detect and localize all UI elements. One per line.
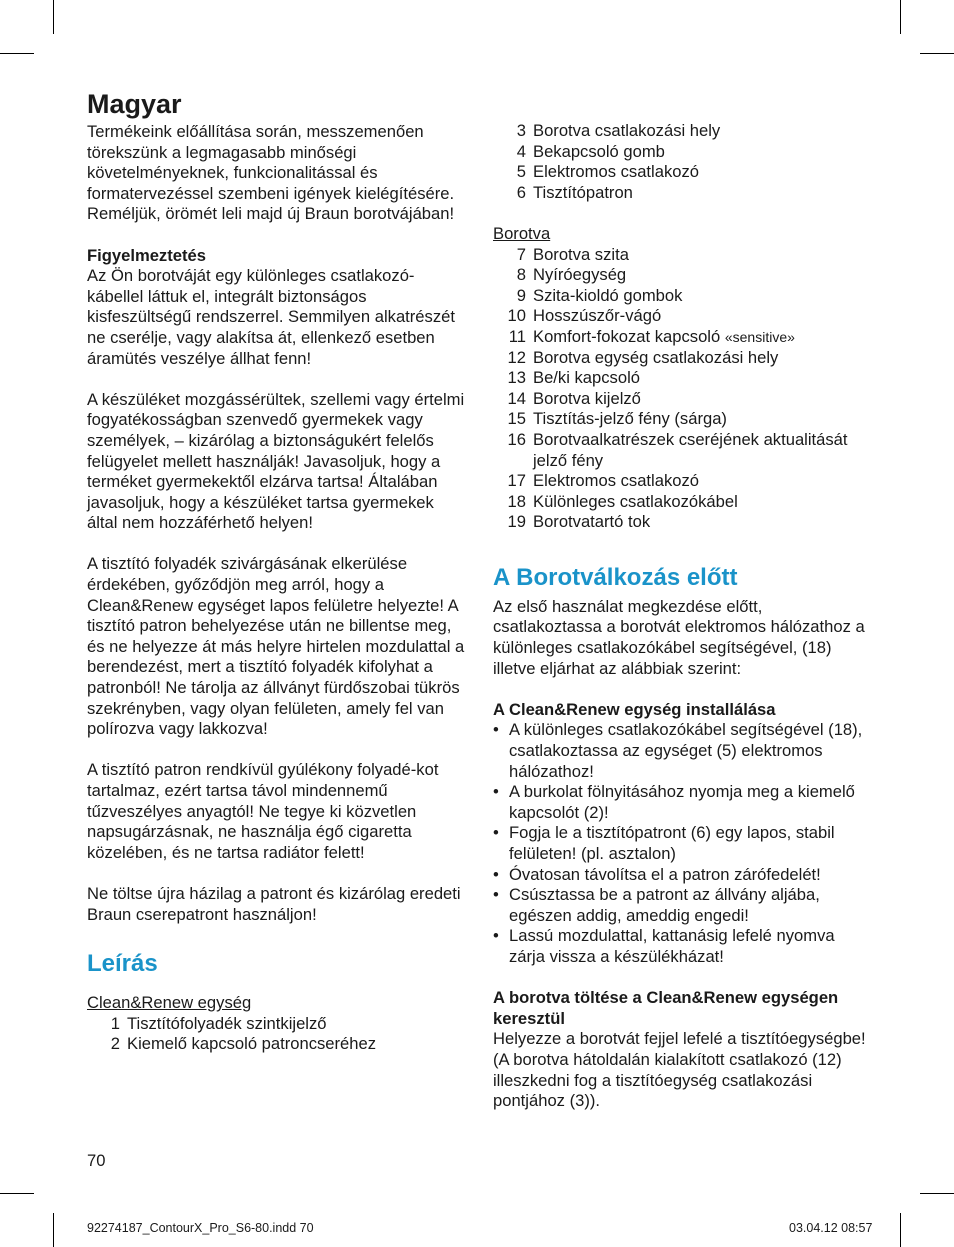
item-number: 6	[516, 182, 526, 202]
list-item	[493, 471, 873, 492]
warning-paragraph-5: Ne töltse újra házilag a patront és kizárólag eredeti Braun cserepatront használjon!	[87, 883, 461, 924]
warning-title: Figyelmeztetés	[87, 245, 206, 265]
item-text	[533, 327, 873, 348]
item-text: Tisztítás-jelző fény (sárga)	[533, 409, 727, 429]
list-item	[493, 885, 873, 926]
item-text: Borotvatartó tok	[533, 512, 651, 532]
item-text-suffix: «sensitive»	[724, 328, 795, 345]
crop-mark	[900, 0, 901, 34]
warning-paragraph-3: A tisztító folyadék szivárgásának elkerülése érdekében, győződjön meg arról, hogy a Clean&Renew egységet lapos felületre helyezte! A tisztító patron behelyezése után ne billentse meg, és ne helyezze át más helyre hirtelen mozdulattal a berendezést, mert a tisztító folyadék kifolyhat a patronból! Ne tárolja az állványt fürdőszobai tükrös szekrényben, vagy olyan felületen, amely fel van polírozva vagy lakkozva!	[87, 554, 465, 739]
crop-mark	[900, 1213, 901, 1247]
item-text-main: Komfort-fokozat kapcsoló	[533, 326, 721, 346]
list-item	[493, 865, 873, 886]
item-text: Csúsztassa be a patront az állvány aljába, egészen addig, ameddig engedi!	[509, 885, 820, 925]
item-text: Fogja le a tisztítópatront (6) egy lapos, stabil felületen! (pl. asztalon)	[509, 823, 835, 863]
bullet: •	[493, 926, 499, 946]
right-column	[493, 121, 873, 1112]
item-number: 12	[507, 347, 526, 367]
item-number: 8	[516, 265, 526, 285]
item-number: 10	[507, 306, 526, 326]
item-text: Borotvaalkatrészek cseréjének aktualitását jelző fény	[533, 429, 848, 470]
item-number: 17	[507, 471, 526, 491]
bullet: •	[493, 885, 499, 905]
item-text: Borotva csatlakozási hely	[533, 121, 721, 140]
list-item	[493, 720, 873, 782]
list-item	[493, 512, 873, 533]
list-item	[87, 1014, 467, 1035]
charge-title: A borotva töltése a Clean&Renew egységen keresztül	[493, 988, 839, 1028]
list-item	[493, 306, 873, 327]
list-item	[493, 183, 873, 204]
list-item	[493, 245, 873, 266]
warning-paragraph-1: Az Ön borotváját egy különleges csatlakozó-kábellel láttuk el, integrált biztonságos kisfeszültségű rendszerrel. Semmilyen alkatrészét ne cserélje, vagy alakítsa át, ellenkező esetben áramütés veszélye állhat fenn!	[87, 266, 455, 368]
list-item	[493, 121, 873, 142]
crop-mark	[920, 1193, 954, 1194]
item-number: 19	[507, 512, 526, 532]
crop-mark	[53, 0, 54, 34]
item-text: Szita-kioldó gombok	[533, 285, 683, 305]
bullet: •	[493, 782, 499, 802]
item-text: Tisztítófolyadék szintkijelző	[127, 1013, 327, 1033]
left-column	[87, 88, 467, 1055]
charge-paragraph: Helyezze a borotvát fejjel lefelé a tisztítóegységbe! (A borotva hátoldalán kialakított csatlakozó (12) illeszkedni fog a tisztítóegység csatlakozási pontjához (3)).	[493, 1029, 866, 1111]
item-number: 15	[507, 409, 526, 429]
crop-mark	[53, 1213, 54, 1247]
list-item	[493, 327, 873, 348]
list-item	[493, 265, 873, 286]
item-text: Nyíróegység	[533, 265, 627, 285]
item-number: 13	[507, 368, 526, 388]
before-shaving-paragraph: Az első használat megkezdése előtt, csatlakoztassa a borotvát elektromos hálózathoz a különleges csatlakozókábel segítségével, (18) illetve eljárhat az alábbiak szerint:	[493, 596, 865, 678]
footer-datetime: 03.04.12 08:57	[789, 1221, 873, 1235]
shaver-label: Borotva	[493, 223, 551, 243]
item-number: 11	[508, 326, 526, 346]
item-text: Borotva kijelző	[533, 388, 641, 408]
page-number: 70	[87, 1151, 106, 1170]
intro-paragraph: Termékeink előállítása során, messzemenően törekszünk a legmagasabb minőségi követelményeknek, funkcionalitással és formatervezéssel szembeni igények kielégítésére. Reméljük, örömét leli majd új Braun borotvájában!	[87, 122, 455, 224]
item-text: A burkolat fölnyitásához nyomja meg a kiemelő kapcsolót (2)!	[509, 782, 855, 822]
footer-file: 92274187_ContourX_Pro_S6-80.indd 70	[87, 1221, 314, 1235]
list-item	[493, 368, 873, 389]
description-heading: Leírás	[87, 950, 158, 978]
clean-renew-label: Clean&Renew egység	[87, 993, 252, 1013]
list-item	[493, 389, 873, 410]
item-text: Különleges csatlakozókábel	[533, 491, 738, 511]
bullet: •	[493, 720, 499, 740]
list-item	[493, 823, 873, 864]
item-number: 5	[516, 162, 526, 182]
item-number: 1	[110, 1013, 120, 1033]
item-number: 4	[516, 141, 526, 161]
list-item	[493, 926, 873, 967]
item-number: 16	[507, 429, 526, 449]
item-number: 9	[516, 285, 526, 305]
list-item	[493, 492, 873, 513]
list-item	[493, 782, 873, 823]
item-text: Borotva szita	[533, 244, 629, 264]
warning-paragraph-2: A készüléket mozgássérültek, szellemi vagy értelmi fogyatékosságban szenvedő gyermekek vagy személyek, – kizárólag a biztonságukért felelős felügyelet mellett használják! Javasoljuk, hogy a terméket gyermekektől elzárva tartsa! Általában javasoljuk, hogy a készüléket tartsa gyermekek által nem hozzáférhető helyen!	[87, 389, 465, 533]
item-text: Borotva egység csatlakozási hely	[533, 347, 779, 367]
list-item	[493, 286, 873, 307]
list-item	[493, 162, 873, 183]
crop-mark	[0, 53, 34, 54]
bullet: •	[493, 864, 499, 884]
item-text: Elektromos csatlakozó	[533, 471, 700, 491]
item-text: Kiemelő kapcsoló patroncseréhez	[127, 1034, 377, 1054]
list-item	[493, 430, 873, 471]
item-text: Elektromos csatlakozó	[533, 162, 700, 182]
item-text: Óvatosan távolítsa el a patron zárófedelét!	[509, 864, 821, 884]
item-number: 3	[516, 121, 526, 140]
warning-paragraph-4: A tisztító patron rendkívül gyúlékony folyadé-kot tartalmaz, ezért tartsa távol mindennemű tűzveszélyes anyagtól! Ne tegye ki közvetlen napsugárzásnak, ne használja égő cigaretta közelében, és ne tartsa radiátor felett!	[87, 760, 439, 862]
language-heading: Magyar	[87, 89, 182, 119]
item-text: Lassú mozdulattal, kattanásig lefelé nyomva zárja vissza a készülékházat!	[509, 926, 835, 966]
list-item	[493, 409, 873, 430]
install-title: A Clean&Renew egység installálása	[493, 699, 776, 719]
before-shaving-heading: A Borotválkozás előtt	[493, 563, 738, 591]
item-number: 14	[507, 388, 526, 408]
list-item	[493, 348, 873, 369]
item-number: 2	[110, 1034, 120, 1054]
list-item	[87, 1034, 467, 1055]
item-number: 18	[507, 491, 526, 511]
item-text: Be/ki kapcsoló	[533, 368, 640, 388]
item-text: A különleges csatlakozókábel segítségével (18), csatlakoztassa az egységet (5) elektromos hálózathoz!	[509, 720, 863, 781]
bullet: •	[493, 823, 499, 843]
crop-mark	[920, 53, 954, 54]
item-text: Tisztítópatron	[533, 182, 633, 202]
item-text: Hosszúszőr-vágó	[533, 306, 662, 326]
item-text: Bekapcsoló gomb	[533, 141, 665, 161]
item-number: 7	[516, 244, 526, 264]
crop-mark	[0, 1193, 34, 1194]
list-item	[493, 142, 873, 163]
